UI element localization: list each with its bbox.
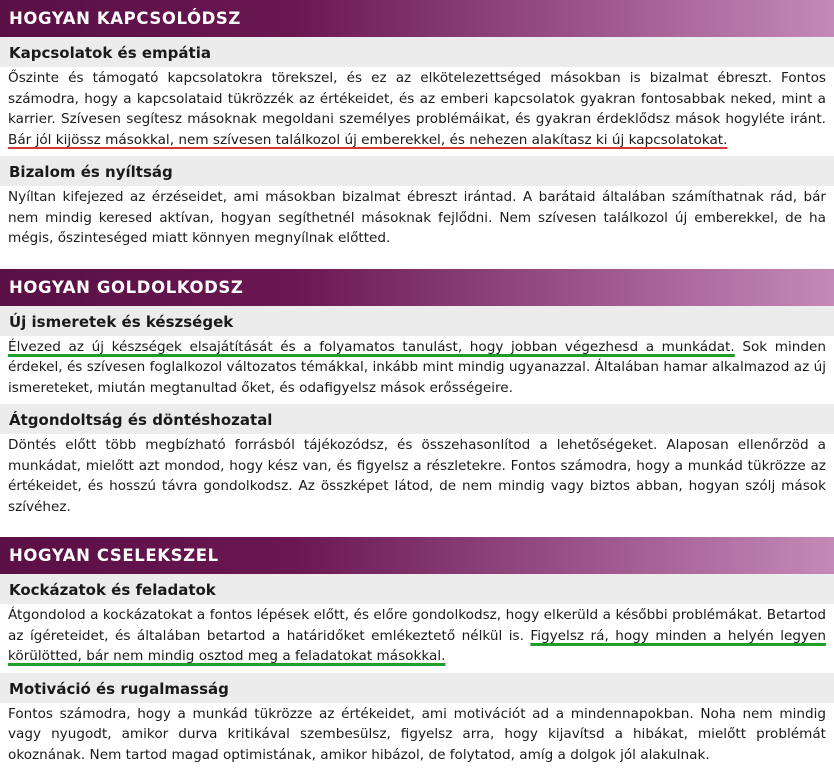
paragraph xyxy=(0,67,834,156)
paragraph xyxy=(0,186,834,255)
paragraph-text: Őszinte és támogató kapcsolatokra törekszel, és ez az elkötelezettséged másokban is bizalmat ébreszt. Fontos számodra, hogy a kapcsolataid tükrözzék az értékeidet, és az emberi kapcsolatok gyakran fontosabbak neked, mint a karrier. Szívesen segítesz másoknak megoldani személyes problémáikat, és gyakran érdeklődsz mások hogyléte iránt. xyxy=(8,70,826,127)
highlighted-sentence: Bár jól kijössz másokkal, nem szívesen találkozol új emberekkel, és nehezen alakítasz ki új kapcsolatokat. xyxy=(8,131,728,148)
paragraph xyxy=(0,336,834,405)
section-how-you-think xyxy=(0,269,834,524)
paragraph-text: Döntés előtt több megbízható forrásból tájékozódsz, és összehasonlítod a lehetőségeket. Alaposan ellenőrzöd a munkádat, mielőtt azt mondod, hogy kész van, és figyelsz a részletekre. Fontos számodra, hogy a munkád tükrözze az értékeidet, és hosszú távra gondolkodsz. Az összképet látod, de nem mindig vagy biztos abban, hogyan szólj mások szívéhez. xyxy=(8,437,826,515)
paragraph-text: Sok minden érdekel, és szívesen foglalkozol változatos témákkal, inkább mint mindig ugyanazzal. Általában hamar alkalmazod az új ismereteket, miután megtanultad őket, és odafigyelsz mások erősségeire. xyxy=(8,338,827,396)
paragraph xyxy=(0,604,834,673)
paragraph-text: Átgondolod a kockázatokat a fontos lépések előtt, és előre gondolkodsz, hogy elkerüld a későbbi problémákat. Betartod az ígéreteidet, és általában betartod a határidőket emlékeztető nélkül is. xyxy=(8,607,826,644)
subsection-title: Bizalom és nyíltság xyxy=(0,156,834,186)
subsection-title: Kockázatok és feladatok xyxy=(0,574,834,604)
paragraph xyxy=(0,703,834,772)
subsection-title: Motiváció és rugalmasság xyxy=(0,673,834,703)
paragraph xyxy=(0,434,834,523)
highlighted-sentence: Figyelsz rá, hogy minden a helyén legyen körülötted, bár nem mindig osztod meg a feladatokat másokkal. xyxy=(8,627,826,664)
section-header: HOGYAN GOLDOLKODSZ xyxy=(0,269,834,306)
subsection-title: Átgondoltság és döntéshozatal xyxy=(0,404,834,434)
section-gap xyxy=(0,523,834,537)
paragraph-text: Nyíltan kifejezed az érzéseidet, ami másokban bizalmat ébreszt irántad. A barátaid általában számíthatnak rád, bár nem mindig keresed aktívan, hogyan segíthetnél másoknak fejlődni. Nem szívesen találkozol új emberekkel, de ha mégis, őszinteséged miatt könnyen megnyílnak előtted. xyxy=(8,189,826,246)
subsection-title: Kapcsolatok és empátia xyxy=(0,37,834,67)
highlighted-sentence: Élvezed az új készségek elsajátítását és a folyamatos tanulást, hogy jobban végezhesd a munkádat. xyxy=(8,338,735,355)
section-how-you-connect xyxy=(0,0,834,255)
section-how-you-act xyxy=(0,537,834,771)
subsection-title: Új ismeretek és készségek xyxy=(0,306,834,336)
paragraph-text: Fontos számodra, hogy a munkád tükrözze az értékeidet, ami motivációt ad a mindennapokban. Noha nem mindig vagy nyugodt, amikor durva kritikával szembesülsz, figyelsz arra, hogy kijavítsd a hibákat, mielőtt problémát okoznának. Nem tartod magad optimistának, amikor hibázol, de folytatod, amíg a dolgok jól alakulnak. xyxy=(8,705,826,763)
section-header: HOGYAN CSELEKSZEL xyxy=(0,537,834,574)
section-header: HOGYAN KAPCSOLÓDSZ xyxy=(0,0,834,37)
section-gap xyxy=(0,255,834,269)
